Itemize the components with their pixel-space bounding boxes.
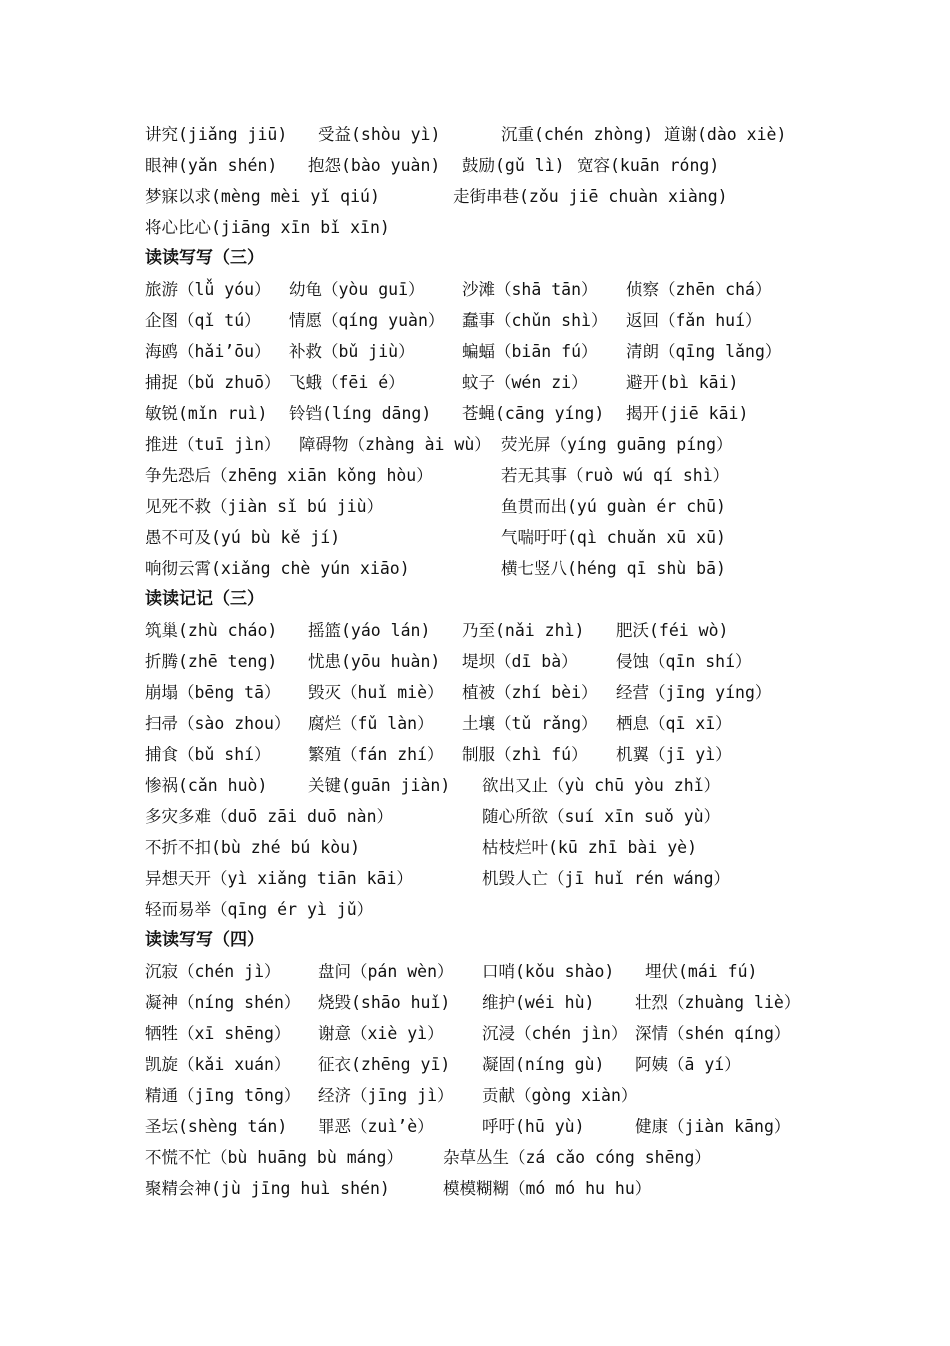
- vocab-row: [0, 1173, 950, 1204]
- vocab-row: [0, 274, 950, 305]
- vocab-entry: 敏锐(mǐn ruì): [145, 404, 268, 423]
- vocab-entry: 愚不可及(yú bù kě jí): [145, 528, 341, 547]
- vocab-entry: 崩塌（bēng tā）: [145, 683, 281, 702]
- vocab-entry: 幼龟（yòu guī）: [289, 280, 425, 299]
- vocab-entry: 若无其事（ruò wú qí shì）: [501, 466, 730, 485]
- section-heading: 读读记记（三）: [145, 589, 264, 609]
- vocab-entry: 眼神(yǎn shén): [145, 156, 278, 175]
- vocab-entry: 杂草丛生（zá cǎo cóng shēng）: [443, 1148, 711, 1167]
- vocab-entry: 枯枝烂叶(kū zhī bài yè): [482, 838, 698, 857]
- vocab-row: [0, 212, 950, 243]
- vocab-entry: 栖息（qī xī）: [616, 714, 732, 733]
- vocab-entry: 轻而易举（qīng ér yì jǔ）: [145, 900, 374, 919]
- vocab-row: [0, 615, 950, 646]
- vocab-entry: 推进（tuī jìn）: [145, 435, 281, 454]
- vocab-row: [0, 646, 950, 677]
- vocab-entry: 蚊子（wén zi）: [462, 373, 588, 392]
- vocab-entry: 机翼（jī yì）: [616, 745, 732, 764]
- vocab-entry: 贡献（gòng xiàn）: [482, 1086, 638, 1105]
- vocab-entry: 腐烂（fǔ làn）: [308, 714, 434, 733]
- vocab-entry: 肥沃(féi wò): [616, 621, 729, 640]
- vocab-entry: 捕捉（bǔ zhuō）: [145, 373, 281, 392]
- vocab-row: [0, 1049, 950, 1080]
- vocab-entry: 欲出又止（yù chū yòu zhǐ）: [482, 776, 721, 795]
- vocab-entry: 侦察（zhēn chá）: [626, 280, 772, 299]
- vocab-entry: 沙滩（shā tān）: [462, 280, 598, 299]
- vocab-row: [0, 305, 950, 336]
- vocab-entry: 扫帚（sào zhou）: [145, 714, 291, 733]
- vocab-entry: 阿姨（ā yí）: [635, 1055, 741, 1074]
- vocab-entry: 见死不救（jiàn sǐ bú jiù）: [145, 497, 384, 516]
- vocab-entry: 随心所欲（suí xīn suǒ yù）: [482, 807, 721, 826]
- vocab-entry: 受益(shòu yì): [318, 125, 441, 144]
- vocab-entry: 制服（zhì fú）: [462, 745, 588, 764]
- vocab-row: [0, 1142, 950, 1173]
- vocab-row: [0, 181, 950, 212]
- vocab-entry: 堤坝（dī bà）: [462, 652, 578, 671]
- vocab-entry: 揭开(jiē kāi): [626, 404, 749, 423]
- vocab-entry: 补救（bǔ jiù）: [289, 342, 415, 361]
- vocab-entry: 侵蚀（qīn shí）: [616, 652, 752, 671]
- vocab-entry: 呼吁(hū yù): [482, 1117, 585, 1136]
- vocab-entry: 沉寂（chén jì）: [145, 962, 281, 981]
- vocab-entry: 精通（jīng tōng）: [145, 1086, 301, 1105]
- vocab-row: [0, 708, 950, 739]
- vocab-entry: 繁殖（fán zhí）: [308, 745, 444, 764]
- vocab-entry: 口哨(kǒu shào): [482, 962, 615, 981]
- vocab-entry: 沉浸（chén jìn）: [482, 1024, 628, 1043]
- vocab-entry: 横七竖八(héng qī shù bā): [501, 559, 726, 578]
- vocab-entry: 关键(guān jiàn): [308, 776, 451, 795]
- section-heading: 读读写写（四）: [145, 930, 264, 950]
- vocab-entry: 气喘吁吁(qì chuǎn xū xū): [501, 528, 726, 547]
- vocab-entry: 经济（jīng jì）: [318, 1086, 454, 1105]
- vocab-row: [0, 956, 950, 987]
- vocab-entry: 忧患(yōu huàn): [308, 652, 441, 671]
- vocab-entry: 企图（qǐ tú）: [145, 311, 261, 330]
- vocab-entry: 沉重(chén zhòng): [501, 125, 654, 144]
- vocab-row: [0, 1080, 950, 1111]
- vocab-entry: 返回（fǎn huí）: [626, 311, 762, 330]
- vocab-entry: 植被（zhí bèi）: [462, 683, 598, 702]
- vocab-entry: 响彻云霄(xiǎng chè yún xiāo): [145, 559, 410, 578]
- vocab-entry: 维护(wéi hù): [482, 993, 595, 1012]
- vocab-entry: 惨祸(cǎn huò): [145, 776, 268, 795]
- vocab-entry: 筑巢(zhù cháo): [145, 621, 278, 640]
- vocab-entry: 凝神（níng shén）: [145, 993, 301, 1012]
- vocab-entry: 圣坛(shèng tán): [145, 1117, 288, 1136]
- vocab-entry: 深情（shén qíng）: [635, 1024, 791, 1043]
- vocab-entry: 宽容(kuān róng): [577, 156, 720, 175]
- vocab-entry: 清朗（qīng lǎng）: [626, 342, 782, 361]
- vocab-entry: 聚精会神(jù jīng huì shén): [145, 1179, 390, 1198]
- vocab-row: [0, 770, 950, 801]
- vocab-entry: 走街串巷(zǒu jiē chuàn xiàng): [453, 187, 728, 206]
- vocab-row: [0, 863, 950, 894]
- vocab-row: [0, 398, 950, 429]
- vocab-entry: 凯旋（kǎi xuán）: [145, 1055, 291, 1074]
- vocab-entry: 埋伏(mái fú): [645, 962, 758, 981]
- vocab-row: [0, 553, 950, 584]
- vocab-entry: 鱼贯而出(yú guàn ér chū): [501, 497, 726, 516]
- vocab-entry: 抱怨(bào yuàn): [308, 156, 441, 175]
- vocab-row: [0, 150, 950, 181]
- vocab-entry: 不折不扣(bù zhé bú kòu): [145, 838, 361, 857]
- vocab-entry: 不慌不忙（bù huāng bù máng）: [145, 1148, 403, 1167]
- vocab-entry: 摇篮(yáo lán): [308, 621, 431, 640]
- vocab-entry: 盘问（pán wèn）: [318, 962, 454, 981]
- vocab-entry: 旅游（lǚ yóu）: [145, 280, 271, 299]
- vocab-entry: 将心比心(jiāng xīn bǐ xīn): [145, 218, 390, 237]
- vocab-entry: 模模糊糊（mó mó hu hu）: [443, 1179, 652, 1198]
- vocab-entry: 捕食（bǔ shí）: [145, 745, 271, 764]
- vocab-row: [0, 367, 950, 398]
- vocab-entry: 飞蛾（fēi é）: [289, 373, 405, 392]
- vocab-row: [0, 677, 950, 708]
- vocab-entry: 荧光屏（yíng guāng píng）: [501, 435, 733, 454]
- vocab-row: [0, 1111, 950, 1142]
- vocab-entry: 异想天开（yì xiǎng tiān kāi）: [145, 869, 413, 888]
- vocab-entry: 鼓励(gǔ lì): [462, 156, 565, 175]
- vocab-entry: 健康（jiàn kāng）: [635, 1117, 791, 1136]
- vocab-entry: 壮烈（zhuàng liè）: [635, 993, 801, 1012]
- vocab-entry: 海鸥（hǎi’ōu）: [145, 342, 271, 361]
- vocab-entry: 毁灭（huǐ miè）: [308, 683, 444, 702]
- vocab-row: [0, 1018, 950, 1049]
- vocab-entry: 情愿（qíng yuàn）: [289, 311, 445, 330]
- section-heading: 读读写写（三）: [145, 248, 264, 268]
- vocab-entry: 苍蝇(cāng yíng): [462, 404, 605, 423]
- vocab-entry: 罪恶（zuì’è）: [318, 1117, 434, 1136]
- vocab-row: [0, 429, 950, 460]
- vocab-entry: 避开(bì kāi): [626, 373, 739, 392]
- vocab-row: [0, 894, 950, 925]
- vocab-row: [0, 987, 950, 1018]
- vocab-entry: 障碍物（zhàng ài wù）: [299, 435, 491, 454]
- vocab-entry: 乃至(nǎi zhì): [462, 621, 585, 640]
- vocab-row: [0, 460, 950, 491]
- vocab-entry: 争先恐后（zhēng xiān kǒng hòu）: [145, 466, 433, 485]
- vocab-entry: 机毁人亡（jī huǐ rén wáng）: [482, 869, 731, 888]
- vocab-entry: 凝固(níng gù): [482, 1055, 605, 1074]
- vocab-entry: 牺牲（xī shēng）: [145, 1024, 291, 1043]
- vocab-entry: 征衣(zhēng yī): [318, 1055, 451, 1074]
- vocab-entry: 折腾(zhē teng): [145, 652, 278, 671]
- vocab-row: [0, 801, 950, 832]
- vocab-entry: 多灾多难（duō zāi duō nàn）: [145, 807, 394, 826]
- vocab-entry: 土壤（tǔ rǎng）: [462, 714, 598, 733]
- vocab-row: [0, 491, 950, 522]
- vocab-entry: 梦寐以求(mèng mèi yǐ qiú): [145, 187, 380, 206]
- vocab-entry: 烧毁(shāo huǐ): [318, 993, 451, 1012]
- vocab-entry: 谢意（xiè yì）: [318, 1024, 444, 1043]
- vocab-entry: 道谢(dào xiè): [664, 125, 787, 144]
- vocab-row: [0, 832, 950, 863]
- vocab-entry: 经营（jīng yíng）: [616, 683, 772, 702]
- vocab-row: [0, 119, 950, 150]
- vocab-row: [0, 336, 950, 367]
- vocab-row: [0, 522, 950, 553]
- vocab-entry: 蝙蝠（biān fú）: [462, 342, 598, 361]
- vocab-entry: 铃铛(líng dāng): [289, 404, 432, 423]
- vocab-row: [0, 739, 950, 770]
- vocab-entry: 讲究(jiǎng jiū): [145, 125, 288, 144]
- vocab-entry: 蠢事（chǔn shì）: [462, 311, 608, 330]
